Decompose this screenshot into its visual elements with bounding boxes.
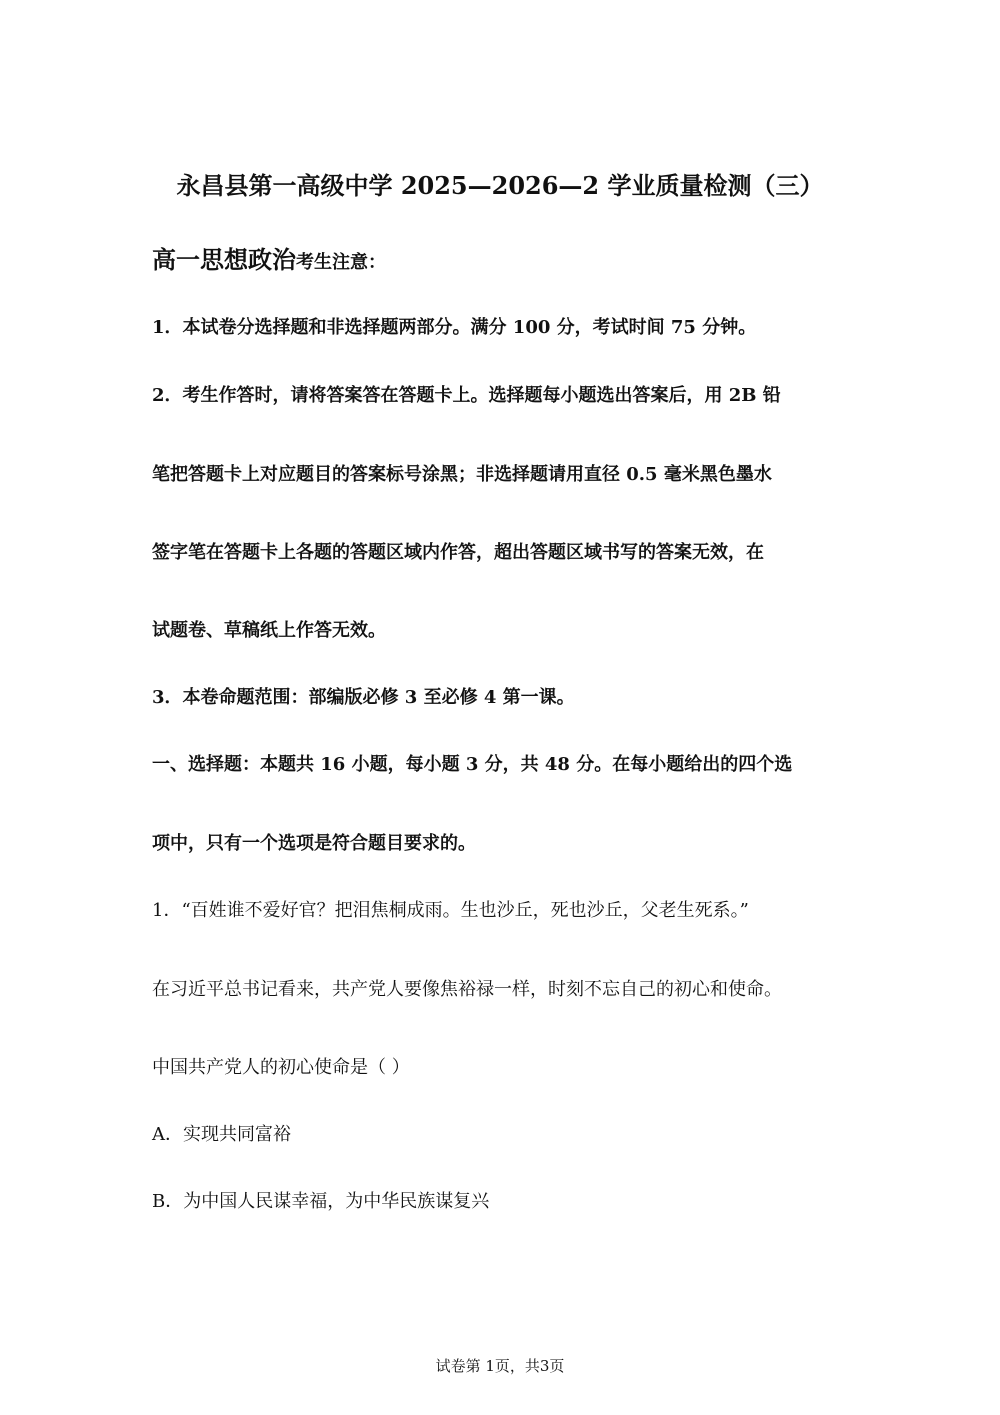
- notice-line-3: 笔把答题卡上对应题目的答案标号涂黑；非选择题请用直径 0.5 毫米黑色墨水: [152, 464, 772, 485]
- question-1-stem-line-2: 在习近平总书记看来，共产党人要像焦裕禄一样，时刻不忘自己的初心和使命。: [152, 979, 782, 1000]
- question-1-option-b: B．为中国人民谋幸福，为中华民族谋复兴: [152, 1191, 490, 1212]
- question-1-option-a: A．实现共同富裕: [152, 1124, 291, 1145]
- question-1-stem-line-3: 中国共产党人的初心使命是（ ）: [152, 1057, 410, 1078]
- exam-title: 永昌县第一高级中学 2025—2026—2 学业质量检测（三）: [176, 171, 824, 200]
- subject-heading: [152, 244, 386, 279]
- notice-line-4: 签字笔在答题卡上各题的答题区域内作答，超出答题区域书写的答案无效，在: [152, 542, 764, 563]
- notice-label: 考生注意：: [296, 252, 386, 273]
- question-1-stem-line-1: 1．“百姓谁不爱好官？把泪焦桐成雨。生也沙丘，死也沙丘，父老生死系。”: [152, 900, 749, 921]
- subject-name: 高一思想政治: [152, 245, 296, 274]
- section-heading-line-2: 项中，只有一个选项是符合题目要求的。: [152, 833, 476, 854]
- notice-line-5: 试题卷、草稿纸上作答无效。: [152, 620, 386, 641]
- section-heading-line-1: 一、选择题：本题共 16 小题，每小题 3 分，共 48 分。在每小题给出的四个选: [152, 754, 793, 775]
- notice-line-2: 2．考生作答时，请将答案答在答题卡上。选择题每小题选出答案后，用 2B 铅: [152, 385, 781, 406]
- notice-line-6: 3．本卷命题范围：部编版必修 3 至必修 4 第一课。: [152, 687, 575, 708]
- notice-line-1: 1．本试卷分选择题和非选择题两部分。满分 100 分，考试时间 75 分钟。: [152, 317, 757, 338]
- page-footer: 试卷第 1页，共3页: [435, 1357, 565, 1375]
